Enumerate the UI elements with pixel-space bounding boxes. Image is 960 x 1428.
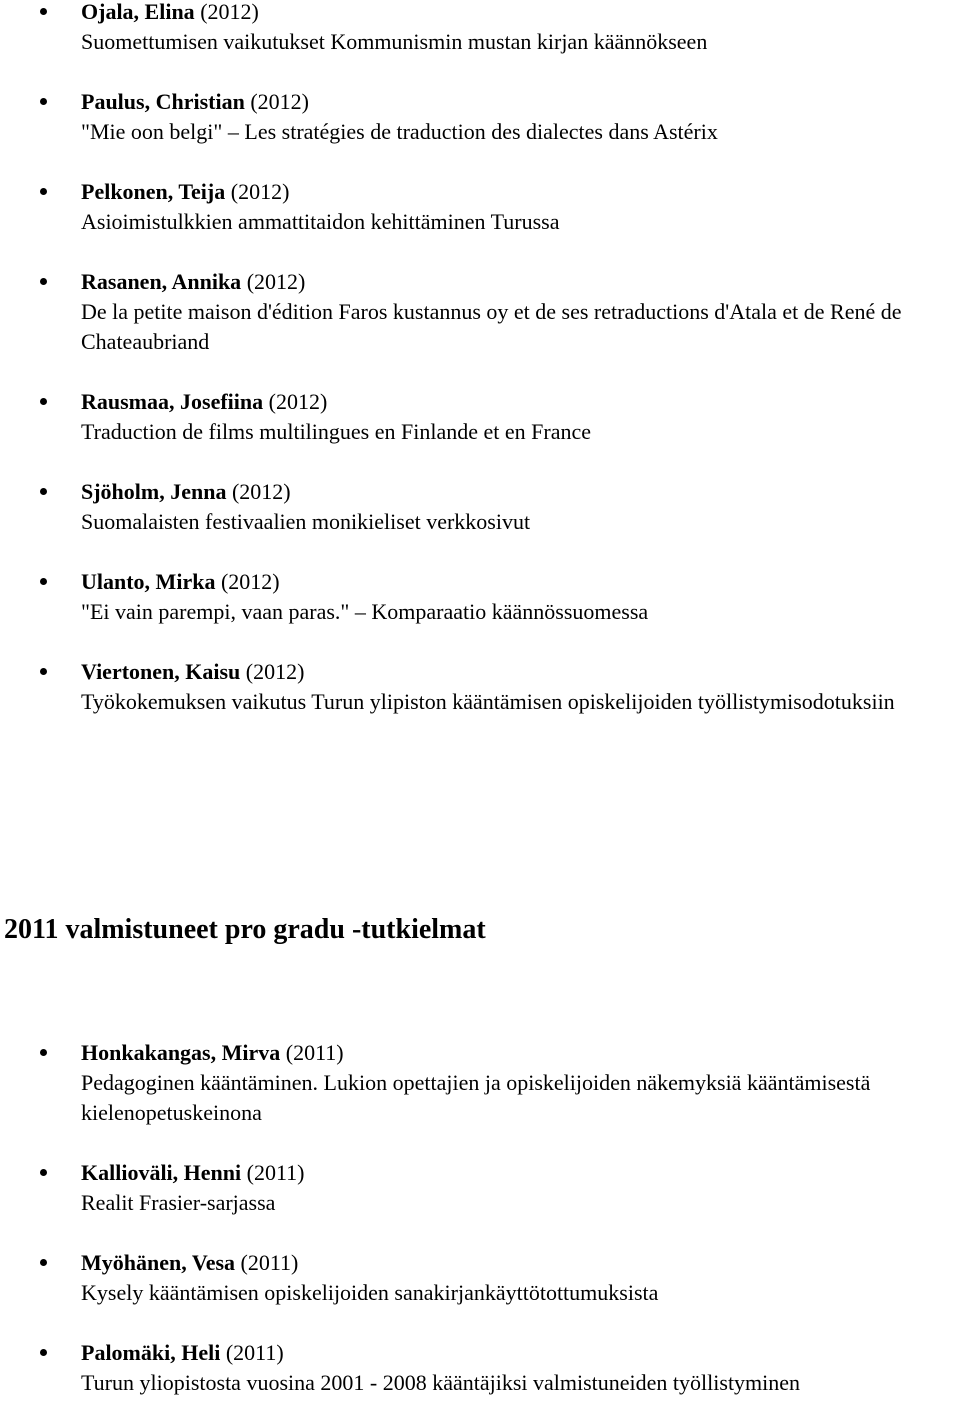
entry-header: [81, 477, 960, 507]
entry-header: [81, 387, 960, 417]
bullet-icon: [40, 1349, 47, 1356]
entry-header: [81, 1038, 960, 1068]
list-item: [0, 267, 960, 357]
entry-header: [81, 1248, 960, 1278]
thesis-title: Asioimistulkkien ammattitaidon kehittäminen Turussa: [81, 209, 560, 234]
list-item: [0, 387, 960, 447]
thesis-year: (2012): [250, 89, 309, 114]
thesis-title: De la petite maison d'édition Faros kustannus oy et de ses retraductions d'Atala et de René de Chateaubriand: [81, 299, 902, 354]
bullet-icon: [40, 398, 47, 405]
thesis-title: "Mie oon belgi" – Les stratégies de traduction des dialectes dans Astérix: [81, 119, 718, 144]
thesis-year: (2012): [200, 0, 259, 24]
bullet-icon: [40, 8, 47, 15]
list-item: [0, 1158, 960, 1218]
author-name: Kallioväli, Henni: [81, 1160, 242, 1185]
list-item: [0, 657, 960, 717]
entry-header: [81, 267, 960, 297]
section-heading-2011: 2011 valmistuneet pro gradu -tutkielmat: [4, 914, 486, 945]
author-name: Paulus, Christian: [81, 89, 245, 114]
entry-header: [81, 1158, 960, 1188]
thesis-title: "Ei vain parempi, vaan paras." – Komparaatio käännössuomessa: [81, 599, 649, 624]
bullet-icon: [40, 1169, 47, 1176]
thesis-year: (2012): [268, 389, 328, 414]
thesis-year: (2012): [230, 179, 290, 204]
bullet-icon: [40, 668, 47, 675]
list-item: [0, 0, 960, 57]
entry-header: [81, 177, 960, 207]
author-name: Viertonen, Kaisu: [81, 659, 241, 684]
thesis-title: Suomettumisen vaikutukset Kommunismin mustan kirjan käännökseen: [81, 29, 708, 54]
bullet-icon: [40, 1259, 47, 1266]
entry-header: [81, 0, 960, 27]
bullet-icon: [40, 98, 47, 105]
author-name: Ojala, Elina: [81, 0, 195, 24]
thesis-year: (2011): [225, 1340, 284, 1365]
list-item: [0, 177, 960, 237]
thesis-title: Pedagoginen kääntäminen. Lukion opettajien ja opiskelijoiden näkemyksiä kääntämisestä kielenopetuskeinona: [81, 1070, 871, 1125]
list-item: [0, 477, 960, 537]
thesis-year: (2012): [231, 479, 291, 504]
entry-header: [81, 87, 960, 117]
thesis-year: (2012): [246, 269, 306, 294]
author-name: Sjöholm, Jenna: [81, 479, 227, 504]
thesis-title: Traduction de films multilingues en Finlande et en France: [81, 419, 591, 444]
list-item: [0, 1038, 960, 1128]
thesis-list-2011: [0, 1038, 960, 1428]
bullet-icon: [40, 188, 47, 195]
thesis-title: Turun yliopistosta vuosina 2001 - 2008 kääntäjiksi valmistuneiden työllistyminen: [81, 1370, 801, 1395]
author-name: Palomäki, Heli: [81, 1340, 221, 1365]
author-name: Rasanen, Annika: [81, 269, 242, 294]
entry-header: [81, 1338, 960, 1368]
thesis-title: Realit Frasier-sarjassa: [81, 1190, 276, 1215]
author-name: Ulanto, Mirka: [81, 569, 216, 594]
bullet-icon: [40, 278, 47, 285]
thesis-title: Työkokemuksen vaikutus Turun ylipiston kääntämisen opiskelijoiden työllistymisodotuksiin: [81, 689, 895, 714]
entry-header: [81, 657, 960, 687]
list-item: [0, 87, 960, 147]
list-item: [0, 567, 960, 627]
author-name: Rausmaa, Josefiina: [81, 389, 264, 414]
author-name: Myöhänen, Vesa: [81, 1250, 236, 1275]
thesis-year: (2011): [246, 1160, 305, 1185]
bullet-icon: [40, 488, 47, 495]
bullet-icon: [40, 578, 47, 585]
thesis-year: (2011): [285, 1040, 344, 1065]
thesis-title: Kysely kääntämisen opiskelijoiden sanakirjankäyttötottumuksista: [81, 1280, 659, 1305]
author-name: Pelkonen, Teija: [81, 179, 226, 204]
list-item: [0, 1338, 960, 1398]
bullet-icon: [40, 1049, 47, 1056]
thesis-title: Suomalaisten festivaalien monikieliset verkkosivut: [81, 509, 531, 534]
thesis-year: (2011): [240, 1250, 299, 1275]
thesis-year: (2012): [245, 659, 305, 684]
thesis-year: (2012): [220, 569, 280, 594]
author-name: Honkakangas, Mirva: [81, 1040, 281, 1065]
entry-header: [81, 567, 960, 597]
list-item: [0, 1248, 960, 1308]
